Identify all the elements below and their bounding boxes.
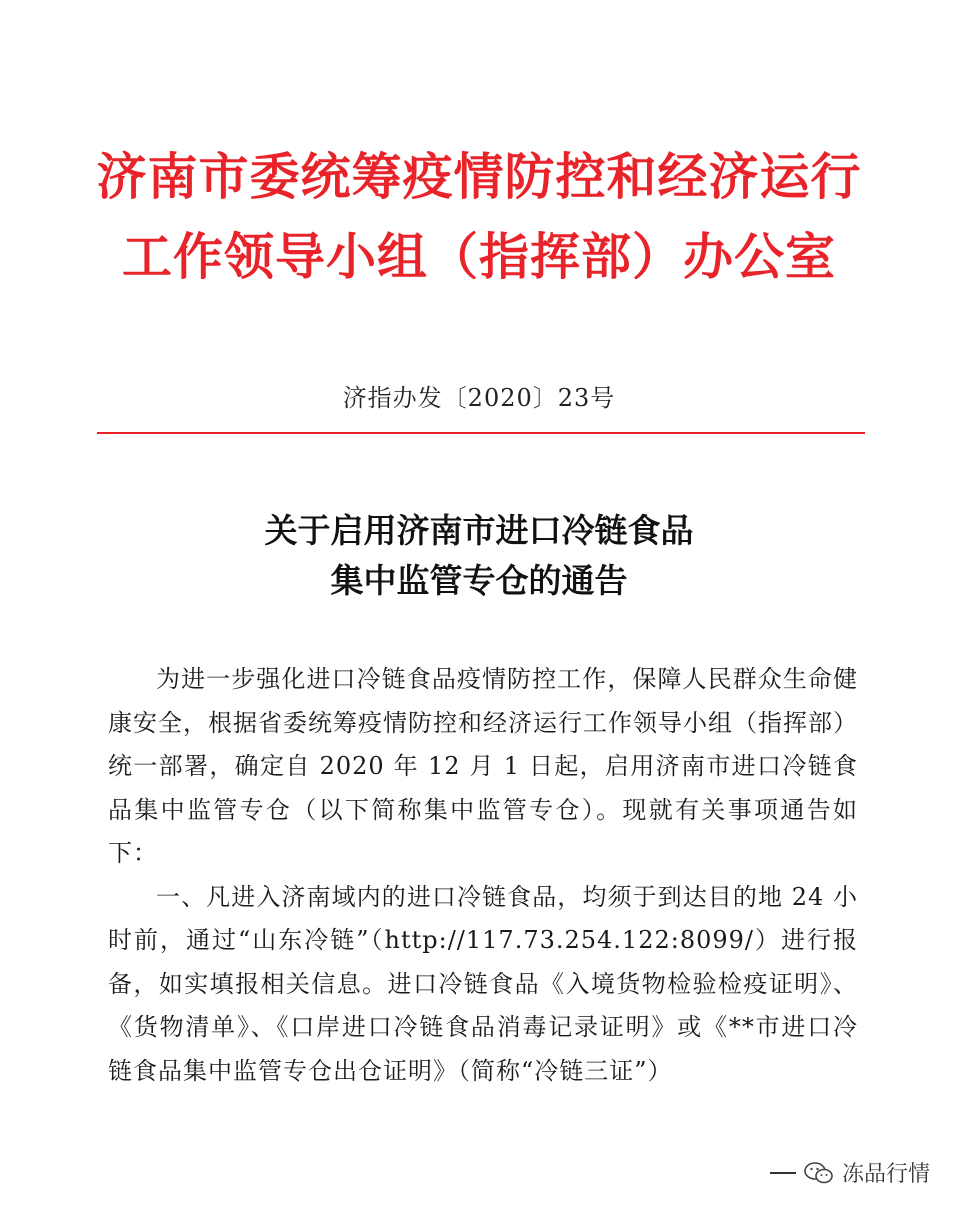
masthead-line-2: 工作领导小组（指挥部）办公室: [122, 228, 836, 286]
paragraph-intro: 为进一步强化进口冷链食品疫情防控工作，保障人民群众生命健康安全，根据省委统筹疫情防控和经济运行工作领导小组（指挥部）统一部署，确定自 2020 年 12 月 1 日起，启用济南市进口冷链食品集中监管专仓（以下简称集中监管专仓）。现就有关事项通告如下：: [108, 665, 858, 867]
paragraph-item-1: 一、凡进入济南域内的进口冷链食品，均须于到达目的地 24 小时前，通过“山东冷链”（http://117.73.254.122:8099/）进行报备，如实填报相关信息。进口冷链食品《入境货物检验检疫证明》、《货物清单》、《口岸进口冷链食品消毒记录证明》或《**市进口冷链食品集中监管专仓出仓证明》（简称“冷链三证”）: [108, 882, 858, 1085]
title-line-1: 关于启用济南市进口冷链食品: [264, 511, 694, 550]
watermark: [770, 1157, 930, 1188]
document-body: [108, 658, 858, 1093]
masthead-line-1: 济南市委统筹疫情防控和经济运行: [96, 148, 862, 206]
red-divider-line: [97, 432, 865, 434]
watermark-dash: [770, 1172, 796, 1174]
watermark-text: 冻品行情: [841, 1162, 930, 1187]
title-line-2: 集中监管专仓的通告: [330, 561, 628, 600]
wechat-icon: [804, 1161, 834, 1185]
document-number: 济指办发〔2020〕23号: [342, 384, 616, 412]
